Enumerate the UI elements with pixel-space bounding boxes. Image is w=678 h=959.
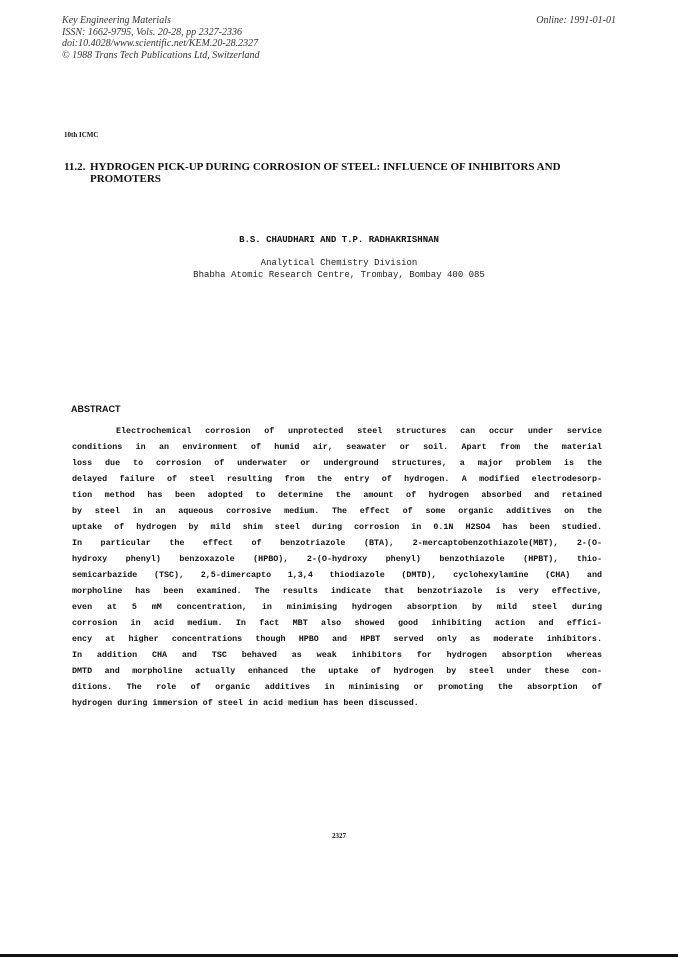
authors: B.S. CHAUDHARI AND T.P. RADHAKRISHNAN	[239, 235, 439, 245]
conference-label: 10th ICMC	[64, 131, 99, 139]
copyright-line: © 1988 Trans Tech Publications Ltd, Switzerland	[62, 49, 260, 61]
abstract-line: semicarbazide (TSC), 2,5-dimercapto 1,3,4 thiodiazole (DMTD), cyclohexylamine (CHA) and	[72, 570, 602, 580]
journal-header	[62, 15, 260, 61]
abstract-line: DMTD and morpholine actually enhanced the uptake of hydrogen by steel under these con-	[72, 666, 602, 676]
abstract-line: loss due to corrosion of underwater or underground structures, a major problem is the	[72, 458, 602, 468]
affiliation-institute: Bhabha Atomic Research Centre, Trombay, Bombay 400 085	[193, 269, 485, 280]
abstract-line: ditions. The role of organic additives in minimising or promoting the absorption of	[72, 682, 602, 692]
abstract-line: ency at higher concentrations though HPBO and HPBT served only as moderate inhibitors.	[72, 634, 602, 644]
affiliation-division: Analytical Chemistry Division	[260, 258, 418, 268]
page-number: 2327	[332, 832, 346, 840]
abstract-line: In addition CHA and TSC behaved as weak inhibitors for hydrogen absorption whereas	[72, 650, 602, 660]
abstract-line: hydroxy phenyl) benzoxazole (HPBO), 2-(O-hydroxy phenyl) benzothiazole (HPBT), thio-	[72, 554, 602, 564]
online-date: Online: 1991-01-01	[536, 15, 616, 26]
abstract-line: hydrogen during immersion of steel in acid medium has been discussed.	[72, 698, 419, 708]
abstract-line: morpholine has been examined. The results indicate that benzotriazole is very effective,	[72, 586, 602, 596]
abstract-line: tion method has been adopted to determine the amount of hydrogen absorbed and retained	[72, 490, 602, 500]
abstract-line: conditions in an environment of humid air, seawater or soil. Apart from the material	[72, 442, 602, 452]
issn-line: ISSN: 1662-9795, Vols. 20-28, pp 2327-2336	[62, 26, 242, 38]
affiliation	[0, 258, 678, 281]
title-line-2: PROMOTERS	[90, 173, 161, 185]
abstract-line: Electrochemical corrosion of unprotected steel structures can occur under service	[116, 426, 602, 436]
section-number: 11.2.	[64, 161, 86, 173]
bottom-rule	[0, 954, 678, 957]
abstract-line: In particular the effect of benzotriazole (BTA), 2-mercaptobenzothiazole(MBT), 2-(O-	[72, 538, 602, 548]
journal-name: Key Engineering Materials	[62, 15, 171, 26]
abstract-heading: ABSTRACT	[71, 404, 121, 414]
abstract-line: uptake of hydrogen by mild shim steel during corrosion in 0.1N H2SO4 has been studied.	[72, 522, 602, 532]
abstract-body	[72, 423, 602, 711]
abstract-line: even at 5 mM concentration, in minimising hydrogen absorption by mild steel during	[72, 602, 602, 612]
title-line-1: HYDROGEN PICK-UP DURING CORROSION OF STEEL: INFLUENCE OF INHIBITORS AND	[90, 161, 561, 173]
abstract-line: corrosion in acid medium. In fact MBT also showed good inhibiting action and effici-	[72, 618, 602, 628]
doi-line: doi:10.4028/www.scientific.net/KEM.20-28.2327	[62, 38, 259, 49]
abstract-line: by steel in an aqueous corrosive medium. The effect of some organic additives on the	[72, 506, 602, 516]
paper-title	[64, 161, 624, 185]
abstract-line: delayed failure of steel resulting from the entry of hydrogen. A modified electrodesorp-	[72, 474, 602, 484]
